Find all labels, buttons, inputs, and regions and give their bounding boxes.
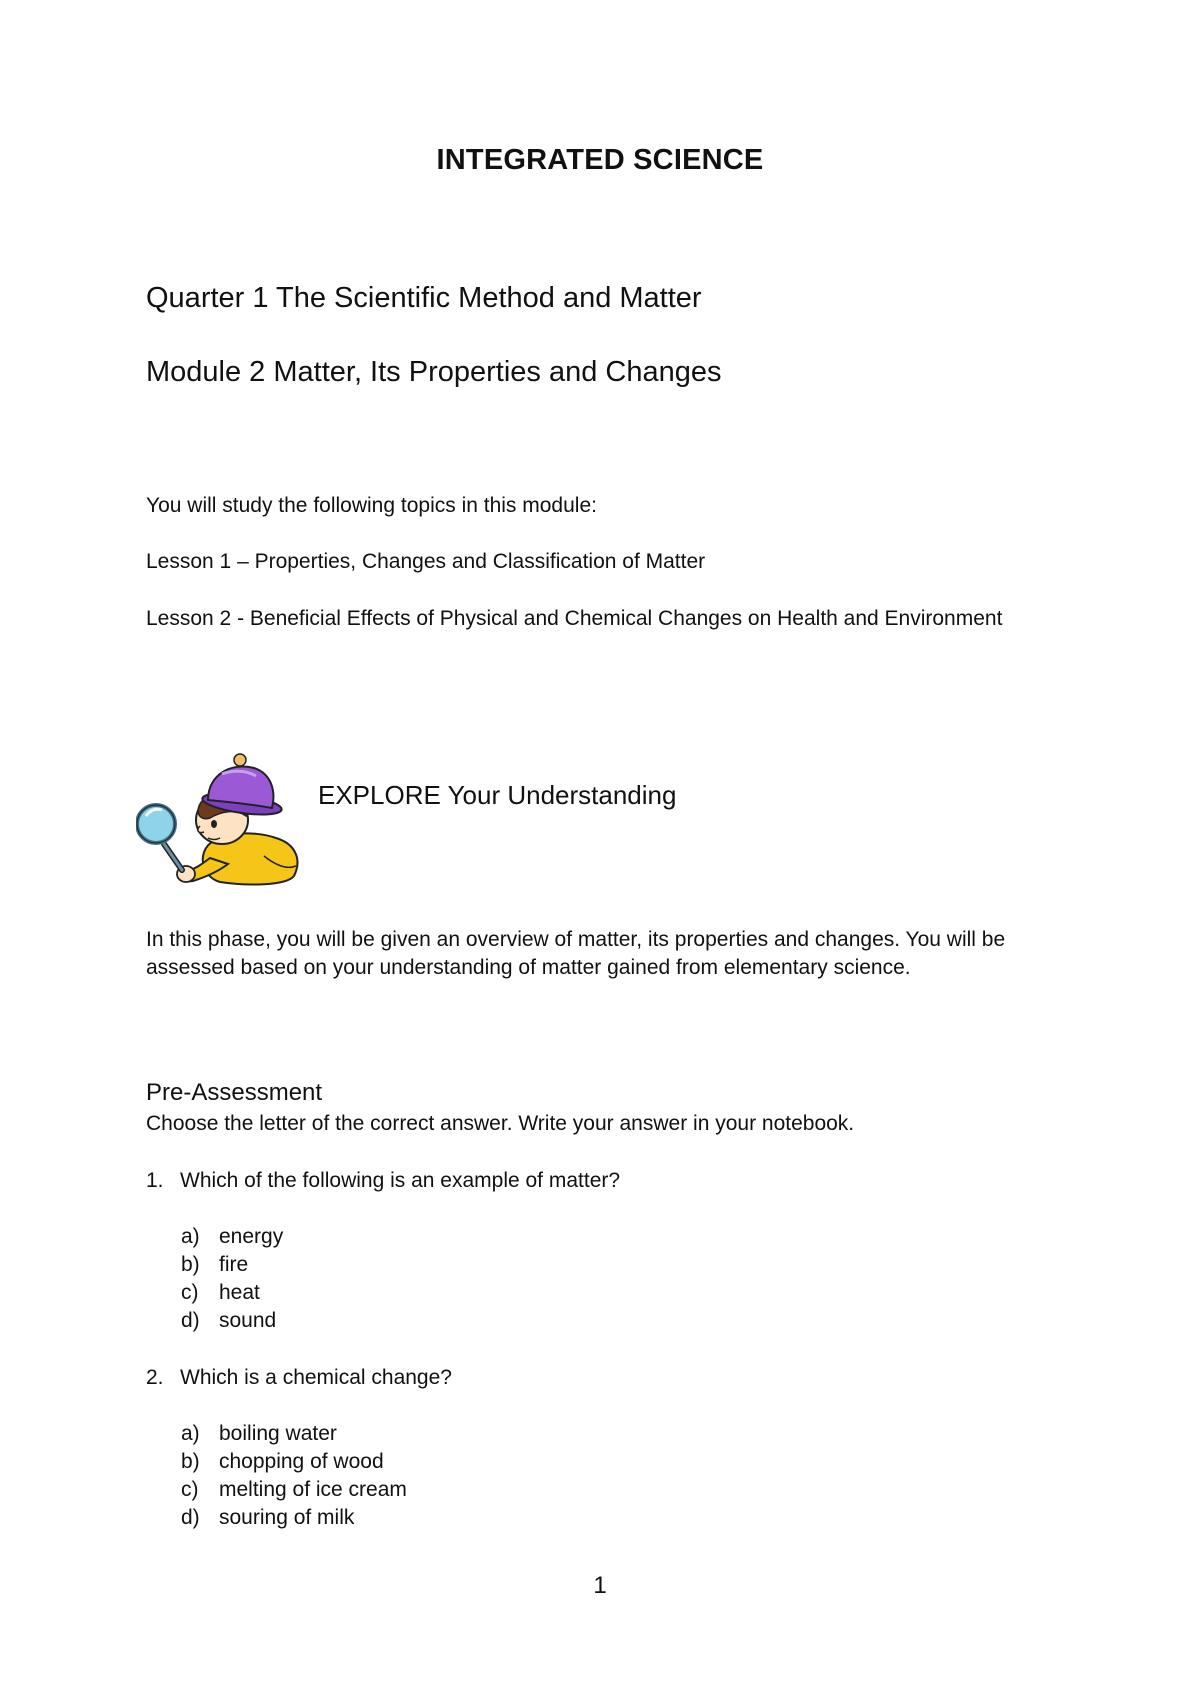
question-text: Which is a chemical change? <box>180 1366 452 1389</box>
list-item <box>181 1225 283 1249</box>
pre-assessment-instructions: Choose the letter of the correct answer. Write your answer in your notebook. <box>146 1112 855 1135</box>
question-number: 1. <box>146 1169 164 1192</box>
pre-assessment-title: Pre-Assessment <box>146 1079 323 1106</box>
option-letter: d) <box>181 1309 200 1332</box>
question-1 <box>146 1169 620 1193</box>
option-letter: c) <box>181 1281 199 1304</box>
detective-with-magnifying-glass-icon <box>136 752 306 888</box>
option-text: melting of ice cream <box>219 1478 407 1501</box>
list-item <box>181 1253 248 1277</box>
quarter-heading: Quarter 1 The Scientific Method and Matter <box>146 282 702 314</box>
option-text: sound <box>219 1309 277 1332</box>
list-item <box>181 1422 337 1446</box>
document-title: INTEGRATED SCIENCE <box>436 144 764 176</box>
lesson-2: Lesson 2 - Beneficial Effects of Physical and Chemical Changes on Health and Environment <box>146 607 1003 630</box>
option-letter: a) <box>181 1422 200 1445</box>
option-letter: a) <box>181 1225 200 1248</box>
list-item <box>181 1281 260 1305</box>
explore-heading: EXPLORE Your Understanding <box>318 780 677 810</box>
module-heading: Module 2 Matter, Its Properties and Changes <box>146 356 722 388</box>
list-item <box>181 1309 276 1333</box>
topics-intro: You will study the following topics in this module: <box>146 494 597 517</box>
list-item <box>181 1478 407 1502</box>
option-letter: b) <box>181 1253 200 1276</box>
option-text: fire <box>219 1253 249 1276</box>
page-number: 1 <box>593 1572 607 1599</box>
option-letter: c) <box>181 1478 199 1501</box>
question-text: Which of the following is an example of matter? <box>180 1169 621 1192</box>
option-text: heat <box>219 1281 260 1304</box>
option-letter: b) <box>181 1450 200 1473</box>
option-text: souring of milk <box>219 1506 355 1529</box>
option-text: energy <box>219 1225 284 1248</box>
option-letter: d) <box>181 1506 200 1529</box>
option-text: boiling water <box>219 1422 337 1445</box>
lesson-1: Lesson 1 – Properties, Changes and Classification of Matter <box>146 550 706 573</box>
explore-paragraph: In this phase, you will be given an overview of matter, its properties and changes. You will be assessed based on your understanding of matter gained from elementary science. <box>146 928 1006 979</box>
list-item <box>181 1450 384 1474</box>
list-item <box>181 1506 354 1530</box>
question-number: 2. <box>146 1366 164 1389</box>
option-text: chopping of wood <box>219 1450 384 1473</box>
question-2 <box>146 1366 452 1390</box>
